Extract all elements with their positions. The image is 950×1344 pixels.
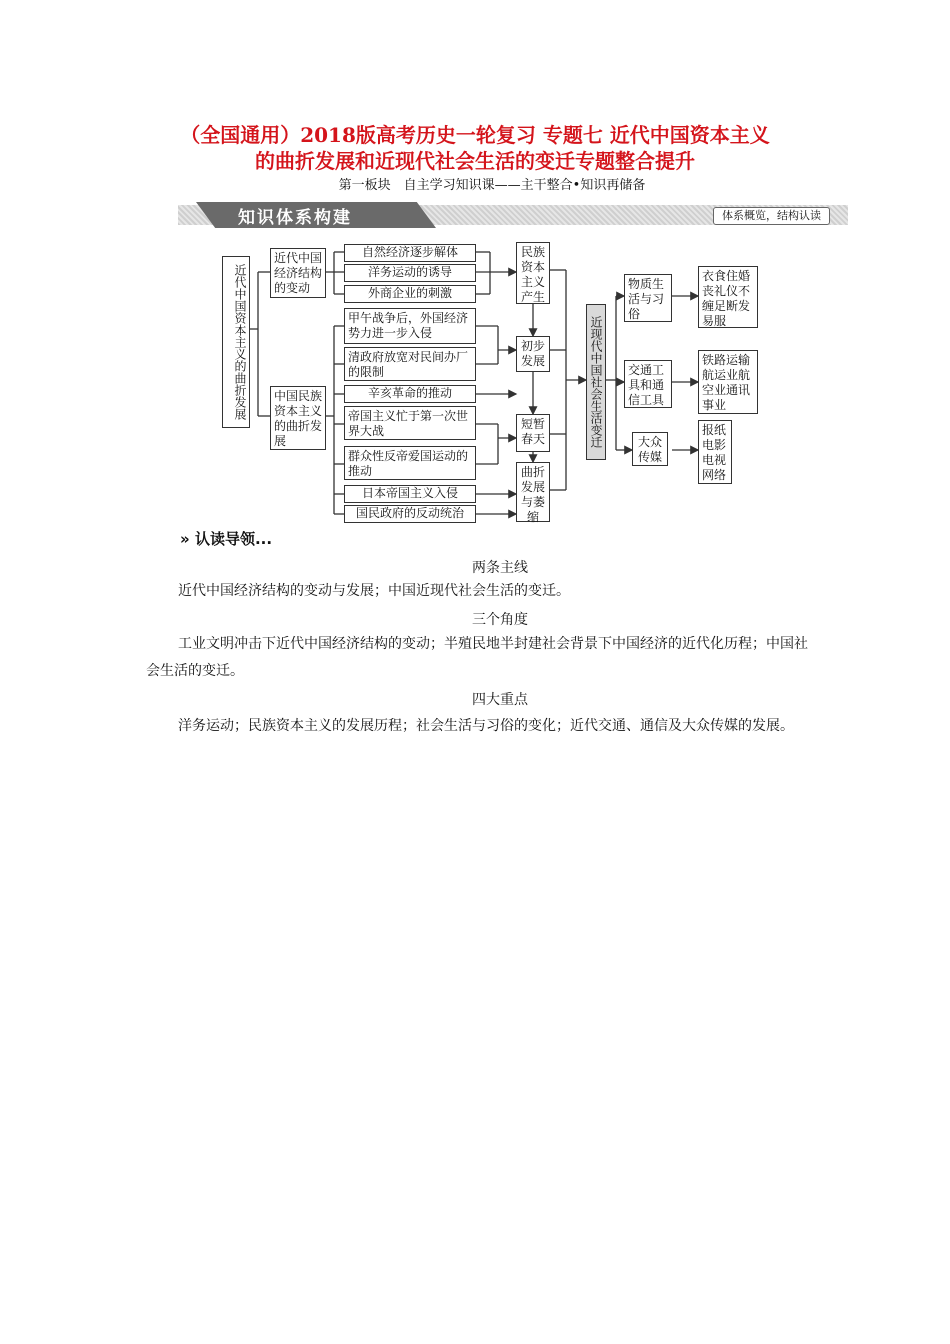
aspect-node: 大众传媒 [632,432,668,466]
detail-node: 报纸电影电视网络 [698,420,732,484]
cause-node: 国民政府的反动统治 [344,505,476,523]
section-heading: 四大重点 [472,692,528,708]
detail-node: 衣食住婚丧礼仪不缠足断发易服 [698,266,758,328]
cause-node: 甲午战争后，外国经济势力进一步入侵 [344,308,476,344]
aspect-node: 物质生活与习俗 [624,274,672,322]
section-text: 洋务运动；民族资本主义的发展历程；社会生活与习俗的变化；近代交通、通信及大众传媒的发展。 [178,718,794,734]
knowledge-diagram [220,238,780,528]
cause-node: 洋务运动的诱导 [344,264,476,282]
cause-node: 辛亥革命的推动 [344,385,476,403]
section-text: 工业文明冲击下近代中国经济结构的变动；半殖民地半封建社会背景下中国经济的近代化历程；中国社会生活的变迁。 [146,636,808,679]
cause-node: 清政府放宽对民间办厂的限制 [344,347,476,381]
cause-node: 自然经济逐步解体 [344,244,476,262]
section-heading: 三个角度 [472,612,528,628]
section-banner [178,202,848,228]
title-line-1: （全国通用）2018版高考历史一轮复习 专题七 近代中国资本主义 [180,123,770,147]
cause-node: 日本帝国主义入侵 [344,485,476,503]
cause-node: 帝国主义忙于第一次世界大战 [344,406,476,440]
aspect-node: 交通工具和通信工具 [624,360,672,408]
guide-heading: » 认读导领... [180,530,273,548]
cause-node: 外商企业的刺激 [344,285,476,303]
stage-node: 初步发展 [516,336,550,372]
root-node: 近代中国资本主义的曲折发展 [222,256,250,428]
center-node: 近现代中国社会生活变迁 [586,304,606,460]
banner-label: 知识体系构建 [238,208,352,228]
group-economic-structure: 近代中国经济结构的变动 [270,248,326,298]
group-national-capitalism: 中国民族资本主义的曲折发展 [270,386,326,450]
section-text: 近代中国经济结构的变动与发展；中国近现代社会生活的变迁。 [178,583,570,599]
banner-tag: 体系概览，结构认读 [713,207,830,225]
double-chevron-icon: » [180,530,190,548]
cause-node: 群众性反帝爱国运动的推动 [344,446,476,480]
title-line-2: 的曲折发展和近现代社会生活的变迁专题整合提升 [255,149,695,173]
section-subtitle: 第一板块 自主学习知识课——主干整合•知识再储备 [338,178,646,193]
detail-node: 铁路运输航运业航空业通讯事业 [698,350,758,414]
document-title [0,122,950,174]
section-heading: 两条主线 [472,560,528,576]
stage-node: 曲折发展与萎缩 [516,462,550,522]
stage-node: 民族资本主义产生 [516,242,550,304]
stage-node: 短暂春天 [516,414,550,452]
